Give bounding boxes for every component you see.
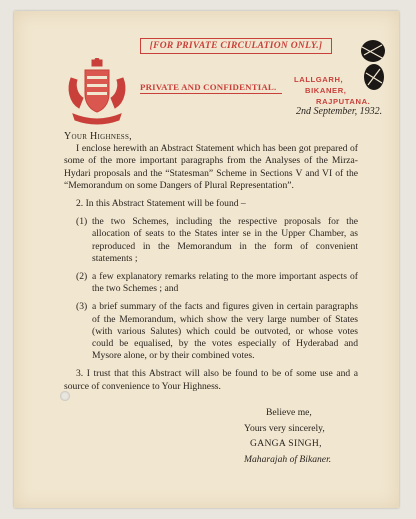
ink-stamp-mark <box>354 37 394 93</box>
closing-line: Yours very sincerely, <box>244 422 325 434</box>
letter-body <box>64 131 358 399</box>
list-item-text: a few explanatory remarks relating to the more important aspects of the two Schemes ; and <box>92 271 358 295</box>
list-item <box>64 301 358 362</box>
address-line: LALLGARH, <box>294 75 344 84</box>
list-item-number: (2) <box>76 271 88 283</box>
address-line: BIKANER, <box>305 86 347 95</box>
list-item <box>64 271 358 295</box>
closing-block <box>244 405 331 467</box>
confidential-underline <box>140 93 282 94</box>
paragraph-2-lead: 2. In this Abstract Statement will be found – <box>76 198 246 210</box>
intro-paragraph: I enclose herewith an Abstract Statement which has been got prepared of some of the more important paragraphs from the Analyses of the Mirza-Hydari proposals and the “Statesman” Scheme in Sections V and VI of the “Memorandum on some Dangers of Plural Representation”. <box>64 143 358 191</box>
list-item <box>64 216 358 265</box>
signature-name: GANGA SINGH, <box>250 438 322 449</box>
address-line: RAJPUTANA. <box>316 97 371 106</box>
circulation-notice: [FOR PRIVATE CIRCULATION ONLY.] <box>140 38 332 54</box>
signature-title: Maharajah of Bikaner. <box>244 453 332 465</box>
paragraph-3: 3. I trust that this Abstract will also be found to be of some use and a source of convenience to Your Highness. <box>64 368 358 392</box>
confidential-heading: PRIVATE AND CONFIDENTIAL. <box>140 82 277 92</box>
list-item-number: (3) <box>76 301 88 313</box>
salutation: Your Highness, <box>64 131 132 142</box>
bikaner-crest-emblem <box>67 58 127 128</box>
list-item-number: (1) <box>76 216 88 228</box>
list-item-text: a brief summary of the facts and figures given in certain paragraphs of the Memorandum, which show the very large number of States (with various Salutes) which could be outvoted, or whose votes could be equalised, by the votes especially of Hyderabad and Mysore alone, or by their combined votes. <box>92 301 358 362</box>
letter-date: 2nd September, 1932. <box>296 106 383 117</box>
closing-line: Believe me, <box>266 407 312 418</box>
list-item-text: the two Schemes, including the respective proposals for the allocation of seats to the States inter se in the Upper Chamber, as reproduced in the Memorandum in the form of convenient statements ; <box>92 216 358 264</box>
